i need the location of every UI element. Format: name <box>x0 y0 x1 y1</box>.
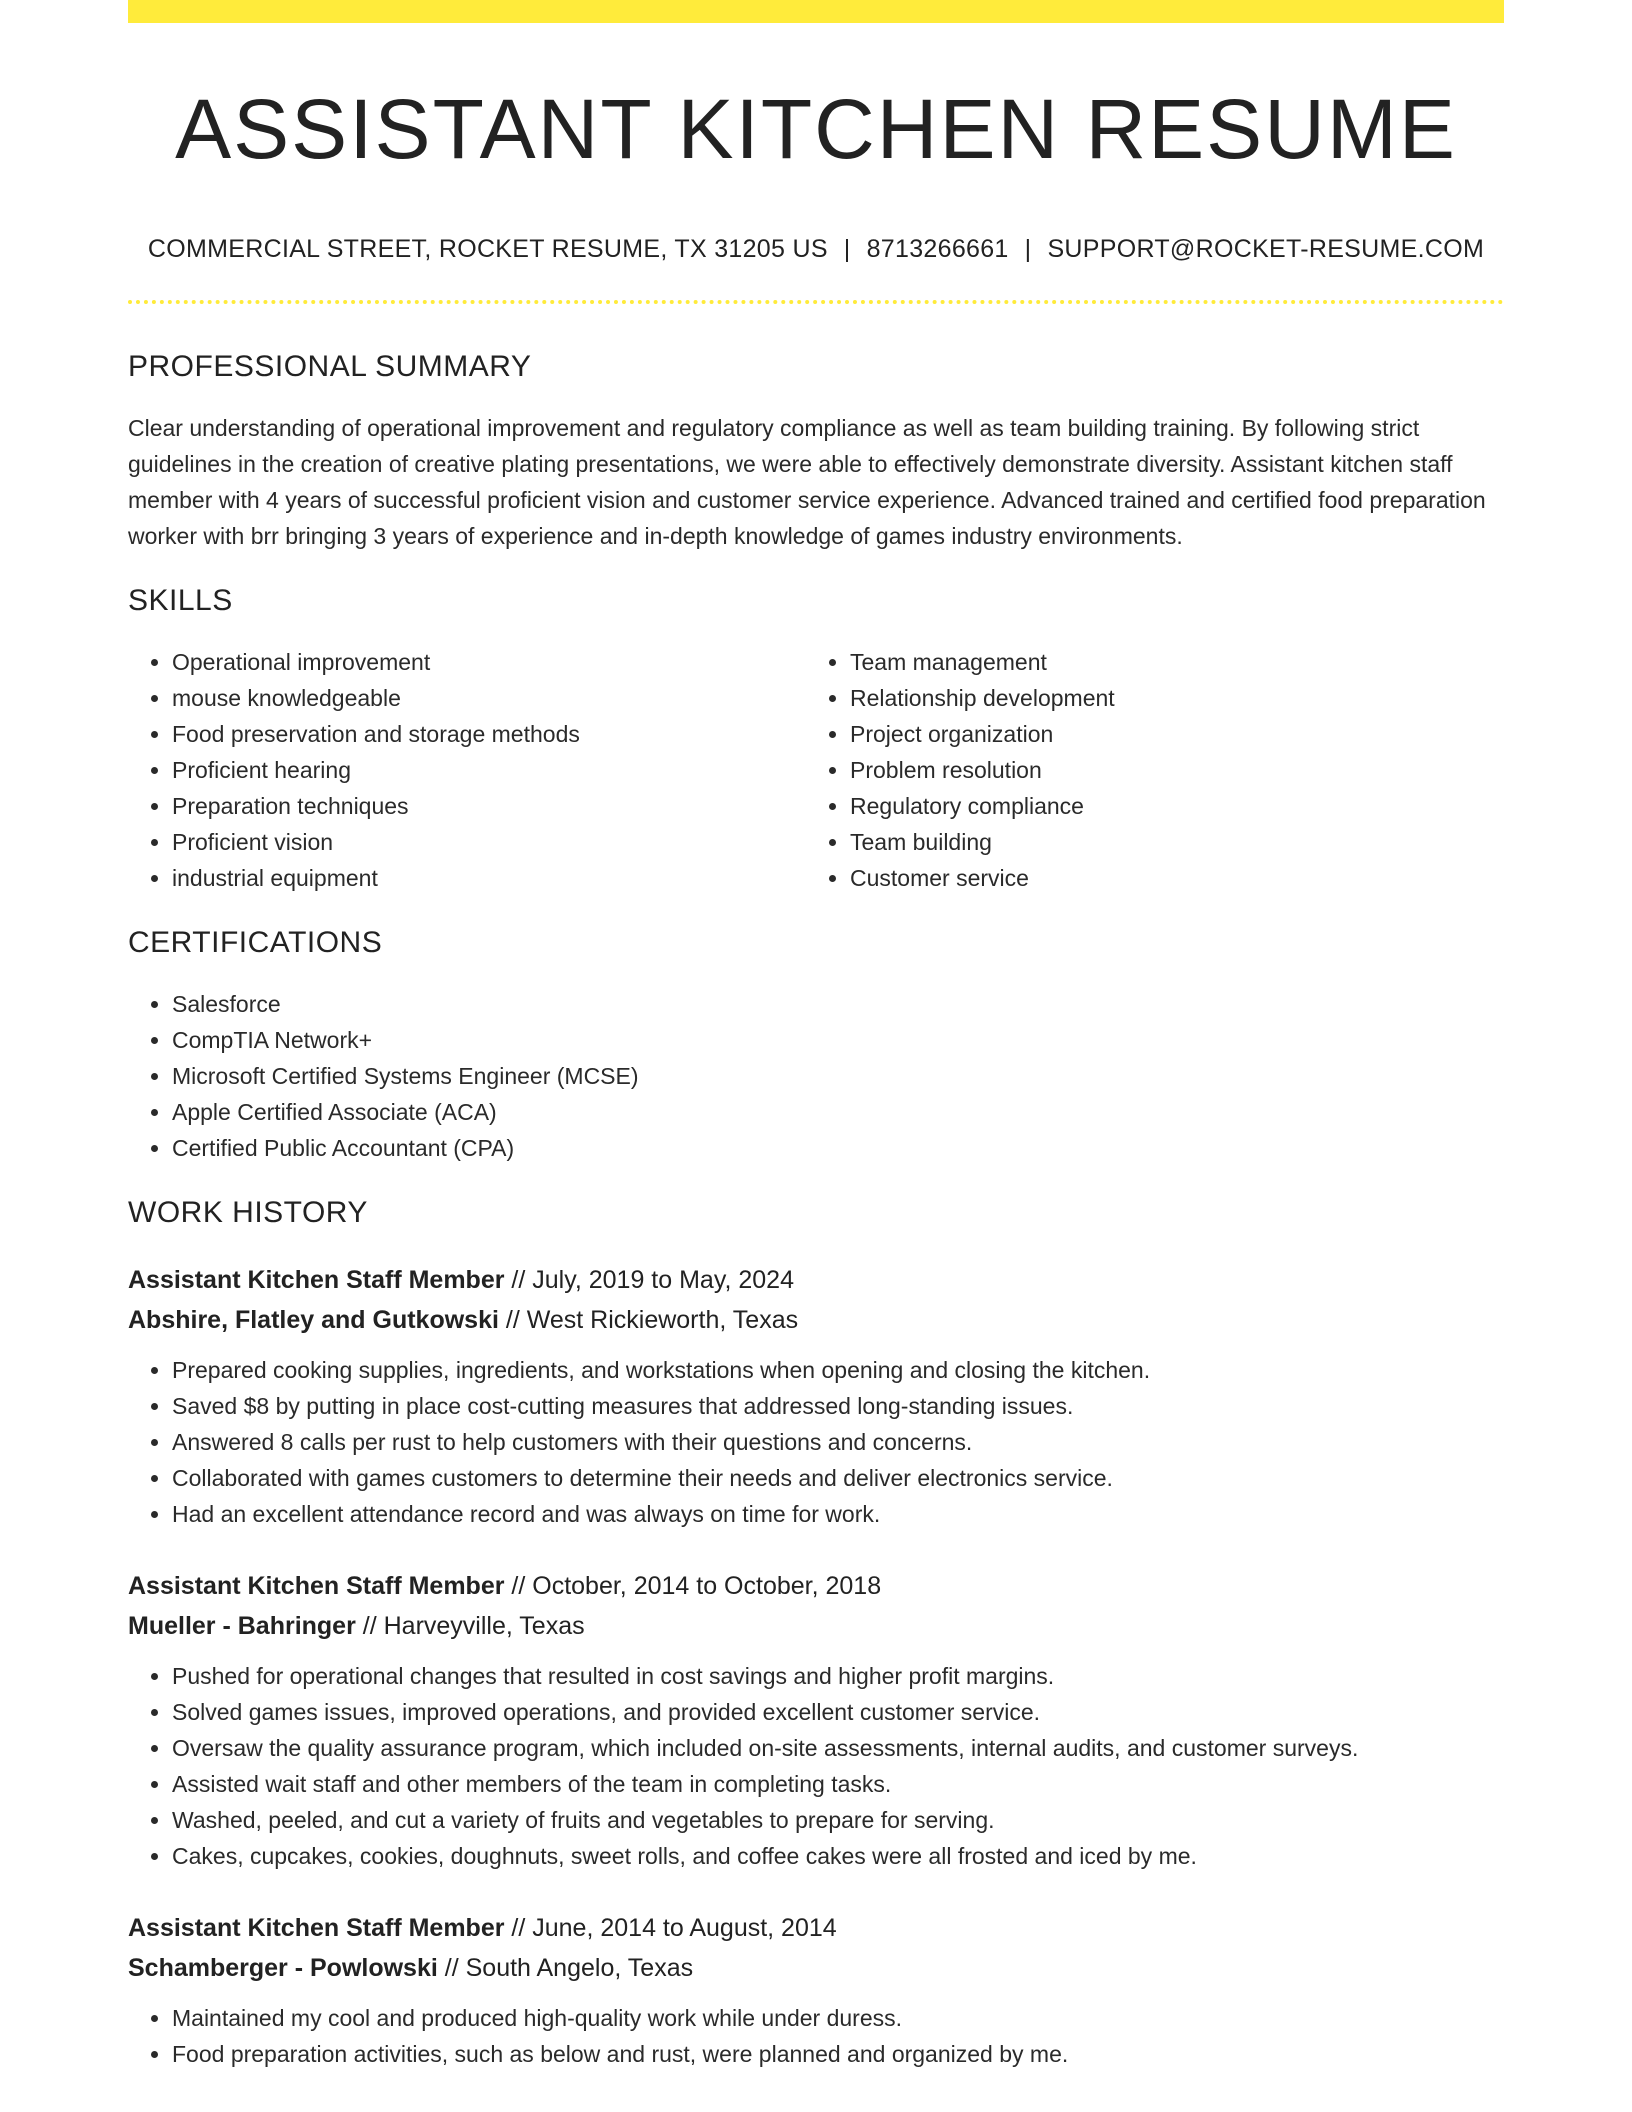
skill-item: • Team building <box>850 824 1484 860</box>
skills-heading: SKILLS <box>128 584 233 618</box>
skill-item: • industrial equipment <box>172 860 806 896</box>
dotted-divider <box>128 300 1504 304</box>
skill-item: • Regulatory compliance <box>850 788 1484 824</box>
skill-item: • Proficient hearing <box>172 752 806 788</box>
job-company: Schamberger - Powlowski <box>128 1954 438 1983</box>
skill-item: • Customer service <box>850 860 1484 896</box>
job-dates: // October, 2014 to October, 2018 <box>504 1572 882 1601</box>
job-location: // West Rickieworth, Texas <box>498 1306 799 1335</box>
certifications-heading: CERTIFICATIONS <box>128 926 383 960</box>
skill-item: • Proficient vision <box>172 824 806 860</box>
job-bullet: • Cakes, cupcakes, cookies, doughnuts, sweet rolls, and coffee cakes were all frosted and iced by me. <box>172 1838 1504 1874</box>
skills-column-right <box>806 644 1484 896</box>
job-bullet: • Answered 8 calls per rust to help customers with their questions and concerns. <box>172 1424 1504 1460</box>
contact-line <box>128 235 1504 264</box>
job-bullet: • Collaborated with games customers to determine their needs and deliver electronics service. <box>172 1460 1504 1496</box>
job-bullets <box>128 2000 1504 2072</box>
job-entry <box>128 1260 1504 1532</box>
job-company-line <box>128 1948 1504 1988</box>
contact-separator: | <box>1024 235 1032 264</box>
job-bullet: • Maintained my cool and produced high-quality work while under duress. <box>172 2000 1504 2036</box>
job-bullet: • Saved $8 by putting in place cost-cutting measures that addressed long-standing issues. <box>172 1388 1504 1424</box>
job-bullet: • Prepared cooking supplies, ingredients, and workstations when opening and closing the kitchen. <box>172 1352 1504 1388</box>
job-bullets <box>128 1658 1504 1874</box>
skills-column-left <box>128 644 806 896</box>
job-company-line <box>128 1300 1504 1340</box>
job-bullet: • Solved games issues, improved operations, and provided excellent customer service. <box>172 1694 1504 1730</box>
certification-item: • CompTIA Network+ <box>172 1022 1504 1058</box>
contact-email: SUPPORT@ROCKET-RESUME.COM <box>1047 235 1485 264</box>
summary-heading: PROFESSIONAL SUMMARY <box>128 350 532 384</box>
skill-item: • Food preservation and storage methods <box>172 716 806 752</box>
skills-right-list <box>806 644 1484 896</box>
accent-top-bar <box>128 0 1504 23</box>
skills-list <box>128 644 1504 896</box>
skill-item: • Team management <box>850 644 1484 680</box>
skill-item: • Relationship development <box>850 680 1484 716</box>
job-bullets <box>128 1352 1504 1532</box>
job-title-line <box>128 1566 1504 1606</box>
skill-item: • Project organization <box>850 716 1484 752</box>
job-company: Mueller - Bahringer <box>128 1612 356 1641</box>
certification-item: • Apple Certified Associate (ACA) <box>172 1094 1504 1130</box>
job-title: Assistant Kitchen Staff Member <box>128 1914 505 1943</box>
skill-item: • mouse knowledgeable <box>172 680 806 716</box>
job-bullet: • Pushed for operational changes that resulted in cost savings and higher profit margins. <box>172 1658 1504 1694</box>
resume-page <box>128 0 1504 2072</box>
skill-item: • Preparation techniques <box>172 788 806 824</box>
job-entry <box>128 1566 1504 1874</box>
certification-item: • Salesforce <box>172 986 1504 1022</box>
job-dates: // June, 2014 to August, 2014 <box>504 1914 837 1943</box>
job-entry <box>128 1908 1504 2072</box>
job-company-line <box>128 1606 1504 1646</box>
job-bullet: • Washed, peeled, and cut a variety of fruits and vegetables to prepare for serving. <box>172 1802 1504 1838</box>
skill-item: • Problem resolution <box>850 752 1484 788</box>
job-company: Abshire, Flatley and Gutkowski <box>128 1306 499 1335</box>
job-title-line <box>128 1908 1504 1948</box>
contact-separator: | <box>843 235 851 264</box>
job-title: Assistant Kitchen Staff Member <box>128 1266 505 1295</box>
job-dates: // July, 2019 to May, 2024 <box>504 1266 794 1295</box>
job-title: Assistant Kitchen Staff Member <box>128 1572 505 1601</box>
job-bullet: • Oversaw the quality assurance program, which included on-site assessments, internal audits, and customer surveys. <box>172 1730 1504 1766</box>
certification-item: • Microsoft Certified Systems Engineer (MCSE) <box>172 1058 1504 1094</box>
job-location: // South Angelo, Texas <box>437 1954 694 1983</box>
resume-title: ASSISTANT KITCHEN RESUME <box>175 82 1457 176</box>
certification-item: • Certified Public Accountant (CPA) <box>172 1130 1504 1166</box>
work-history-heading: WORK HISTORY <box>128 1196 368 1230</box>
skills-left-list <box>128 644 806 896</box>
job-bullet: • Had an excellent attendance record and was always on time for work. <box>172 1496 1504 1532</box>
contact-phone: 8713266661 <box>866 235 1009 264</box>
certifications-list <box>128 986 1504 1166</box>
contact-address: COMMERCIAL STREET, ROCKET RESUME, TX 31205 US <box>147 235 828 264</box>
job-title-line <box>128 1260 1504 1300</box>
summary-text: Clear understanding of operational improvement and regulatory compliance as well as team building training. By following strict guidelines in the creation of creative plating presentations, we were able to effectively demonstrate diversity. Assistant kitchen staff member with 4 years of successful proficient vision and customer service experience. Advanced trained and certified food preparation worker with brr bringing 3 years of experience and in-depth knowledge of games industry environments. <box>128 415 1486 550</box>
job-location: // Harveyville, Texas <box>355 1612 585 1641</box>
skill-item: • Operational improvement <box>172 644 806 680</box>
job-bullet: • Assisted wait staff and other members of the team in completing tasks. <box>172 1766 1504 1802</box>
job-bullet: • Food preparation activities, such as below and rust, were planned and organized by me. <box>172 2036 1504 2072</box>
